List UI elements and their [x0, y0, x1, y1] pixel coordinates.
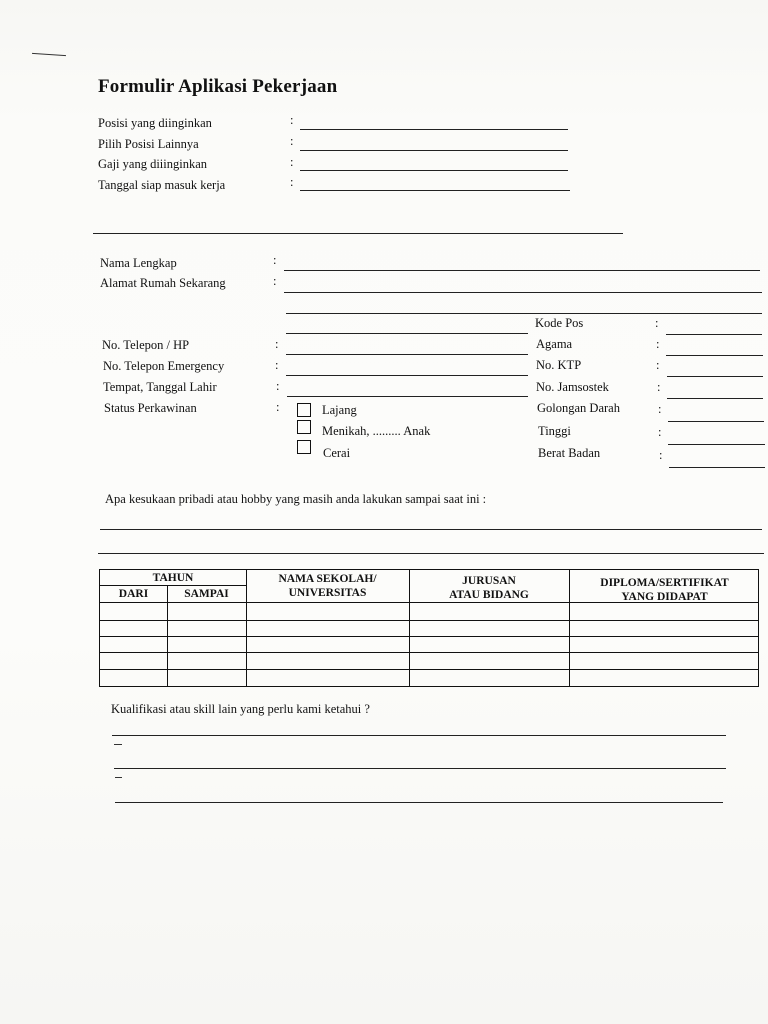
- colon: :: [273, 274, 277, 288]
- skills-answer-line-2[interactable]: [114, 768, 726, 769]
- major-header-line-2: ATAU BIDANG: [449, 589, 529, 601]
- marital-status-label: Status Perkawinan: [104, 401, 197, 415]
- hobby-answer-line-1[interactable]: [100, 529, 762, 530]
- colon: :: [275, 337, 279, 351]
- diploma-header: [569, 576, 760, 604]
- colon: :: [273, 253, 277, 267]
- school-header-line-1: NAMA SEKOLAH/: [278, 573, 377, 585]
- colon: :: [290, 113, 294, 127]
- postal-code-field[interactable]: [666, 334, 762, 335]
- blood-type-field[interactable]: [668, 421, 764, 422]
- form-title: Formulir Aplikasi Pekerjaan: [98, 76, 338, 97]
- address-field-line-2[interactable]: [286, 313, 762, 314]
- desired-position-field[interactable]: [300, 129, 568, 130]
- colon: :: [290, 134, 294, 148]
- ktp-number-field[interactable]: [667, 376, 763, 377]
- table-subheader-divider: [100, 585, 246, 586]
- colon: :: [275, 358, 279, 372]
- table-row[interactable]: [100, 653, 758, 669]
- religion-label: Agama: [536, 337, 573, 351]
- address-field-line-1[interactable]: [284, 292, 762, 293]
- colon: :: [658, 425, 662, 439]
- single-option-label: Lajang: [322, 403, 357, 417]
- school-header: [246, 572, 409, 600]
- to-header: SAMPAI: [184, 588, 229, 600]
- other-position-field[interactable]: [300, 150, 568, 151]
- divorced-checkbox[interactable]: [297, 440, 311, 454]
- table-row[interactable]: [100, 621, 758, 636]
- major-header-line-1: JURUSAN: [462, 575, 516, 587]
- colon: :: [655, 316, 659, 330]
- colon: :: [656, 337, 660, 351]
- blood-type-label: Golongan Darah: [537, 401, 620, 415]
- colon: :: [659, 448, 663, 462]
- colon: :: [656, 358, 660, 372]
- married-option-label: Menikah, ......... Anak: [322, 424, 431, 438]
- start-date-field[interactable]: [300, 190, 570, 191]
- pen-mark: [32, 53, 66, 56]
- table-row[interactable]: [100, 670, 758, 686]
- jamsostek-number-label: No. Jamsostek: [536, 380, 609, 394]
- hobby-question: Apa kesukaan pribadi atau hobby yang masih anda lakukan sampai saat ini :: [105, 492, 487, 506]
- section-divider: [93, 233, 623, 234]
- year-header: TAHUN: [152, 572, 194, 584]
- full-name-label: Nama Lengkap: [100, 256, 177, 270]
- height-label: Tinggi: [538, 424, 571, 438]
- colon: :: [657, 380, 661, 394]
- skills-answer-line-3[interactable]: [115, 802, 723, 803]
- school-header-line-2: UNIVERSITAS: [288, 587, 367, 599]
- other-position-label: Pilih Posisi Lainnya: [98, 137, 199, 151]
- desired-salary-label: Gaji yang diiinginkan: [98, 157, 208, 171]
- colon: :: [658, 402, 662, 416]
- emergency-phone-field[interactable]: [286, 375, 528, 376]
- colon: :: [290, 155, 294, 169]
- from-header: DARI: [118, 588, 149, 600]
- full-name-field[interactable]: [284, 270, 760, 271]
- skills-answer-line-1[interactable]: [112, 735, 726, 736]
- postal-code-label: Kode Pos: [535, 316, 584, 330]
- colon: :: [276, 400, 280, 414]
- hobby-answer-line-2[interactable]: [98, 553, 764, 554]
- skills-question: Kualifikasi atau skill lain yang perlu kami ketahui ?: [111, 702, 370, 716]
- table-row[interactable]: [100, 603, 758, 619]
- single-checkbox[interactable]: [297, 403, 311, 417]
- phone-line-top: [286, 333, 528, 334]
- phone-label: No. Telepon / HP: [102, 338, 190, 352]
- desired-position-label: Posisi yang diinginkan: [98, 116, 212, 130]
- diploma-header-line-1: DIPLOMA/SERTIFIKAT: [600, 577, 729, 589]
- divorced-option-label: Cerai: [323, 446, 351, 460]
- jamsostek-number-field[interactable]: [667, 398, 763, 399]
- ktp-number-label: No. KTP: [536, 358, 582, 372]
- height-field[interactable]: [668, 444, 765, 445]
- start-date-label: Tanggal siap masuk kerja: [98, 178, 226, 192]
- weight-label: Berat Badan: [538, 446, 601, 460]
- emergency-phone-label: No. Telepon Emergency: [103, 359, 225, 373]
- religion-field[interactable]: [666, 355, 763, 356]
- weight-field[interactable]: [669, 467, 765, 468]
- married-checkbox[interactable]: [297, 420, 311, 434]
- birth-place-date-field[interactable]: [287, 396, 528, 397]
- colon: :: [290, 175, 294, 189]
- table-row[interactable]: [100, 637, 758, 652]
- colon: :: [276, 379, 280, 393]
- diploma-header-line-2: YANG DIDAPAT: [621, 591, 708, 603]
- education-table: [99, 569, 759, 687]
- address-label: Alamat Rumah Sekarang: [100, 276, 226, 290]
- birth-place-date-label: Tempat, Tanggal Lahir: [103, 380, 217, 394]
- pen-mark: [115, 777, 122, 778]
- pen-mark: [114, 744, 122, 745]
- phone-field[interactable]: [286, 354, 528, 355]
- major-header: [409, 574, 569, 602]
- desired-salary-field[interactable]: [300, 170, 568, 171]
